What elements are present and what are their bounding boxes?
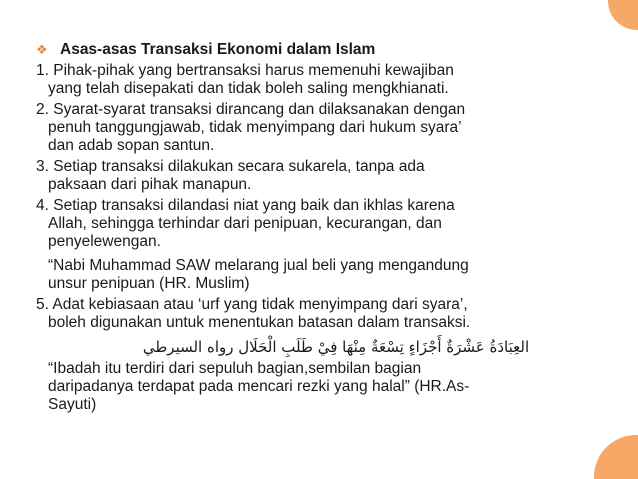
list-item-text: 5. Adat kebiasaan atau ‘urf yang tidak menyimpang dari syara’,: [36, 296, 468, 313]
list-item-text: Allah, sehingga terhindar dari penipuan, kecurangan, dan: [48, 215, 442, 232]
list-item-text: 4. Setiap transaksi dilandasi niat yang baik dan ikhlas karena: [36, 197, 455, 214]
quote-text: Sayuti): [48, 396, 97, 413]
list-item-text: paksaan dari pihak manapun.: [48, 176, 252, 193]
slide-title-row: [36, 40, 576, 59]
decorative-circle-bottom: [594, 435, 638, 479]
diamond-flower-icon: ❖: [36, 42, 48, 57]
decorative-circle-top: [608, 0, 638, 30]
slide-content: [36, 40, 576, 414]
list-item-3: [36, 158, 576, 194]
list-item-text: dan adab sopan santun.: [48, 137, 215, 154]
list-item-text: 1. Pihak-pihak yang bertransaksi harus memenuhi kewajiban: [36, 62, 454, 79]
hadith-quote-1: [36, 257, 576, 293]
list-item-text: penyelewengan.: [48, 233, 161, 250]
quote-text: daripadanya terdapat pada mencari rezki yang halal” (HR.As-: [48, 378, 470, 395]
slide-title: Asas-asas Transaksi Ekonomi dalam Islam: [60, 41, 376, 58]
list-item-2: [36, 101, 576, 155]
hadith-quote-2: [36, 360, 576, 414]
quote-text: unsur penipuan (HR. Muslim): [48, 275, 250, 292]
list-item-text: boleh digunakan untuk menentukan batasan dalam transaksi.: [48, 314, 471, 331]
list-item-1: [36, 62, 576, 98]
list-item-text: yang telah disepakati dan tidak boleh saling mengkhianati.: [48, 80, 449, 97]
list-item-4: [36, 197, 576, 251]
list-item-text: penuh tanggungjawab, tidak menyimpang dari hukum syara’: [48, 119, 462, 136]
quote-text: “Nabi Muhammad SAW melarang jual beli yang mengandung: [48, 257, 469, 274]
quote-text: “Ibadah itu terdiri dari sepuluh bagian,sembilan bagian: [48, 360, 422, 377]
arabic-quote: العِبَادَةُ عَشْرَةٌ أَجْزَاءٍ تِسْعَةٌ مِنْهَا فِيْ طَلَبِ الْحَلَال رواه السيرطي: [142, 338, 530, 356]
list-item-5: [36, 296, 576, 332]
list-item-text: 2. Syarat-syarat transaksi dirancang dan dilaksanakan dengan: [36, 101, 466, 118]
list-item-text: 3. Setiap transaksi dilakukan secara sukarela, tanpa ada: [36, 158, 425, 175]
